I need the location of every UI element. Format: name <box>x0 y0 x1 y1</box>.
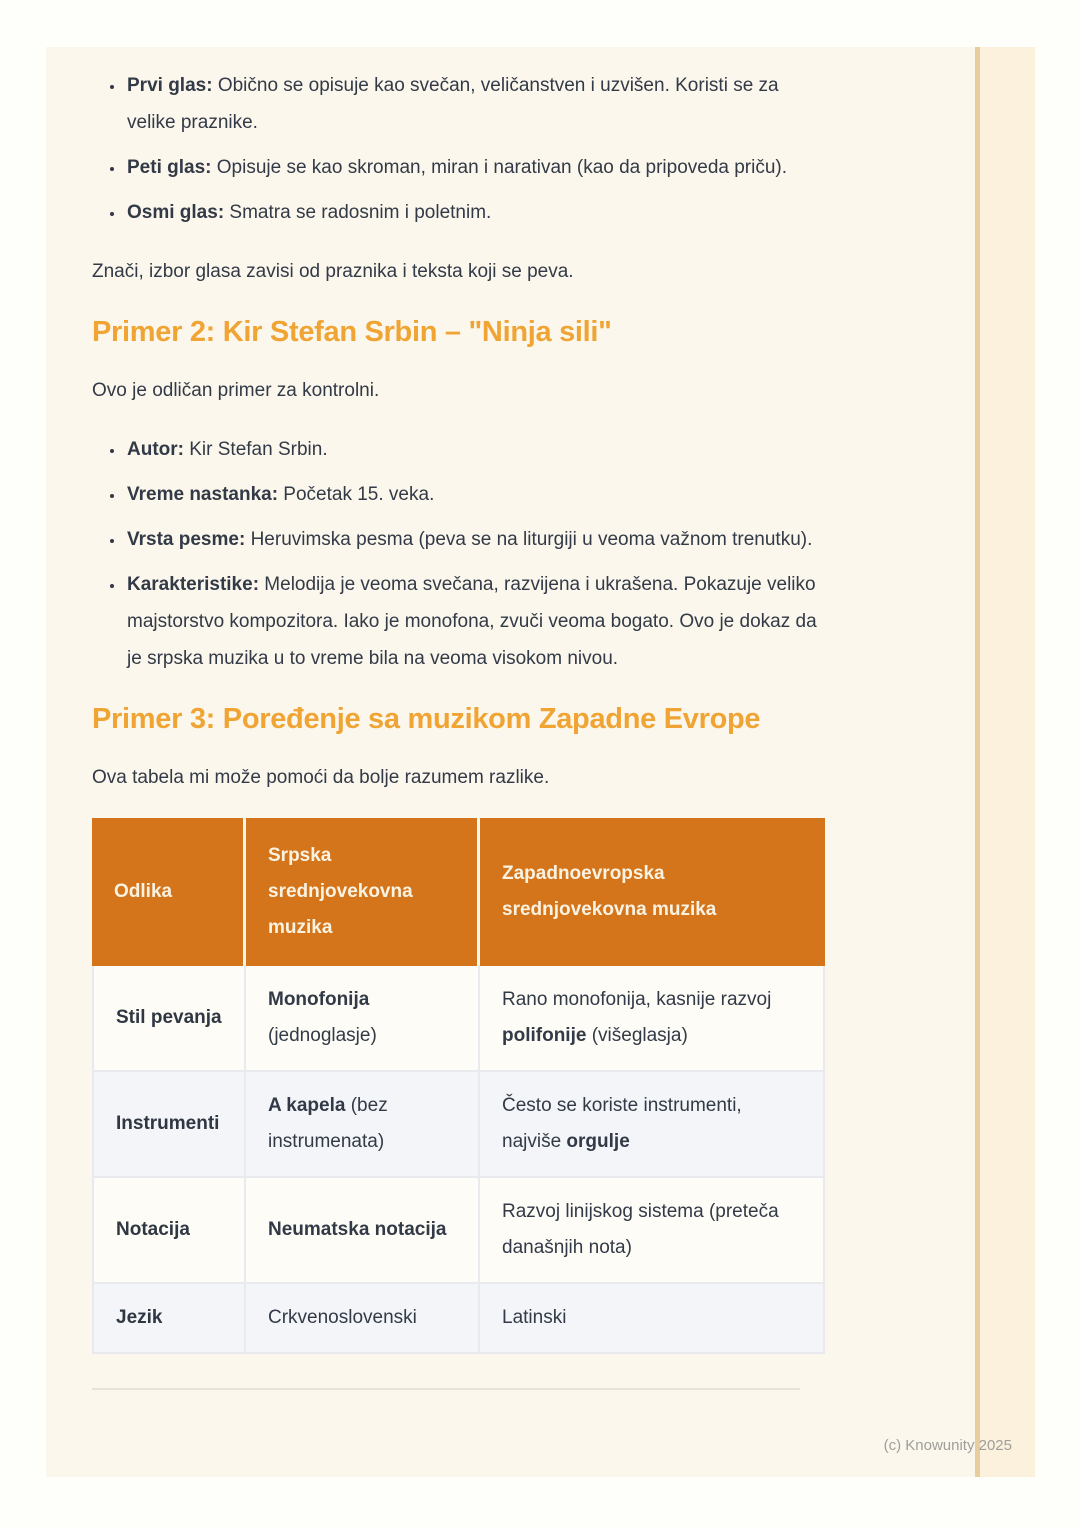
list-item <box>125 67 825 141</box>
table-row-label: Stil pevanja <box>92 966 246 1072</box>
table-cell: Monofonija (jednoglasje) <box>246 966 480 1072</box>
table-row-label: Instrumenti <box>92 1072 246 1178</box>
list-item-lead: Osmi glas: <box>127 202 225 223</box>
list-item <box>125 431 825 468</box>
table-cell: Crkvenoslovenski <box>246 1284 480 1354</box>
page-accent-band <box>980 47 1035 1477</box>
table-cell: Latinski <box>480 1284 825 1354</box>
list-item-lead: Peti glas: <box>127 157 212 178</box>
table-row <box>92 1284 825 1354</box>
primer3-intro: Ova tabela mi može pomoći da bolje razumem razlike. <box>92 767 550 788</box>
table-row <box>92 1072 825 1178</box>
table-row-label: Notacija <box>92 1178 246 1284</box>
primer2-facts-list <box>92 431 825 677</box>
primer2-intro: Ovo je odličan primer za kontrolni. <box>92 380 380 401</box>
table-header-cell: Zapadnoevropska srednjovekovna muzika <box>480 818 825 966</box>
list-item-text: Heruvimska pesma (peva se na liturgiji u veoma važnom trenutku). <box>245 529 813 550</box>
voice-description-list <box>92 67 825 231</box>
list-item <box>125 476 825 513</box>
footer-divider <box>92 1388 800 1390</box>
comparison-table <box>92 818 825 1354</box>
list-item <box>125 521 825 558</box>
note-page-card <box>46 47 1035 1477</box>
table-header-row <box>92 818 825 966</box>
table-header-cell: Srpska srednjovekovna muzika <box>246 818 480 966</box>
list-item-text: Početak 15. veka. <box>278 484 435 505</box>
primer2-heading: Primer 2: Kir Stefan Srbin – "Ninja sili" <box>92 316 612 348</box>
list-item-text: Opisuje se kao skroman, miran i narativan (kao da pripoveda priču). <box>211 157 788 178</box>
list-item-lead: Karakteristike: <box>127 574 260 595</box>
list-item-lead: Autor: <box>127 439 184 460</box>
table-cell: Rano monofonija, kasnije razvoj polifonije (višeglasja) <box>480 966 825 1072</box>
table-cell: Razvoj linijskog sistema (preteča današnjih nota) <box>480 1178 825 1284</box>
conclusion-paragraph: Znači, izbor glasa zavisi od praznika i teksta koji se peva. <box>92 261 574 282</box>
note-content <box>92 47 825 1390</box>
list-item <box>125 149 825 186</box>
list-item <box>125 194 825 231</box>
list-item-text: Melodija je veoma svečana, razvijena i ukrašena. Pokazuje veliko majstorstvo kompozitora. Iako je monofona, zvuči veoma bogato. Ovo je dokaz da je srpska muzika u to vreme bila na veoma visokom nivou. <box>127 574 817 669</box>
primer3-heading: Primer 3: Poređenje sa muzikom Zapadne Evrope <box>92 703 761 735</box>
table-cell: Neumatska notacija <box>246 1178 480 1284</box>
table-row <box>92 1178 825 1284</box>
table-row-label: Jezik <box>92 1284 246 1354</box>
footer-copyright: (c) Knowunity 2025 <box>883 1437 1012 1454</box>
table-row <box>92 966 825 1072</box>
list-item <box>125 566 825 677</box>
table-header-cell: Odlika <box>92 818 246 966</box>
list-item-text: Kir Stefan Srbin. <box>183 439 328 460</box>
table-cell: Često se koriste instrumenti, najviše orgulje <box>480 1072 825 1178</box>
list-item-text: Obično se opisuje kao svečan, veličanstven i uzvišen. Koristi se za velike praznike. <box>127 75 779 133</box>
list-item-text: Smatra se radosnim i poletnim. <box>224 202 492 223</box>
table-cell: A kapela (bez instrumenata) <box>246 1072 480 1178</box>
list-item-lead: Prvi glas: <box>127 75 213 96</box>
list-item-lead: Vrsta pesme: <box>127 529 246 550</box>
list-item-lead: Vreme nastanka: <box>127 484 279 505</box>
